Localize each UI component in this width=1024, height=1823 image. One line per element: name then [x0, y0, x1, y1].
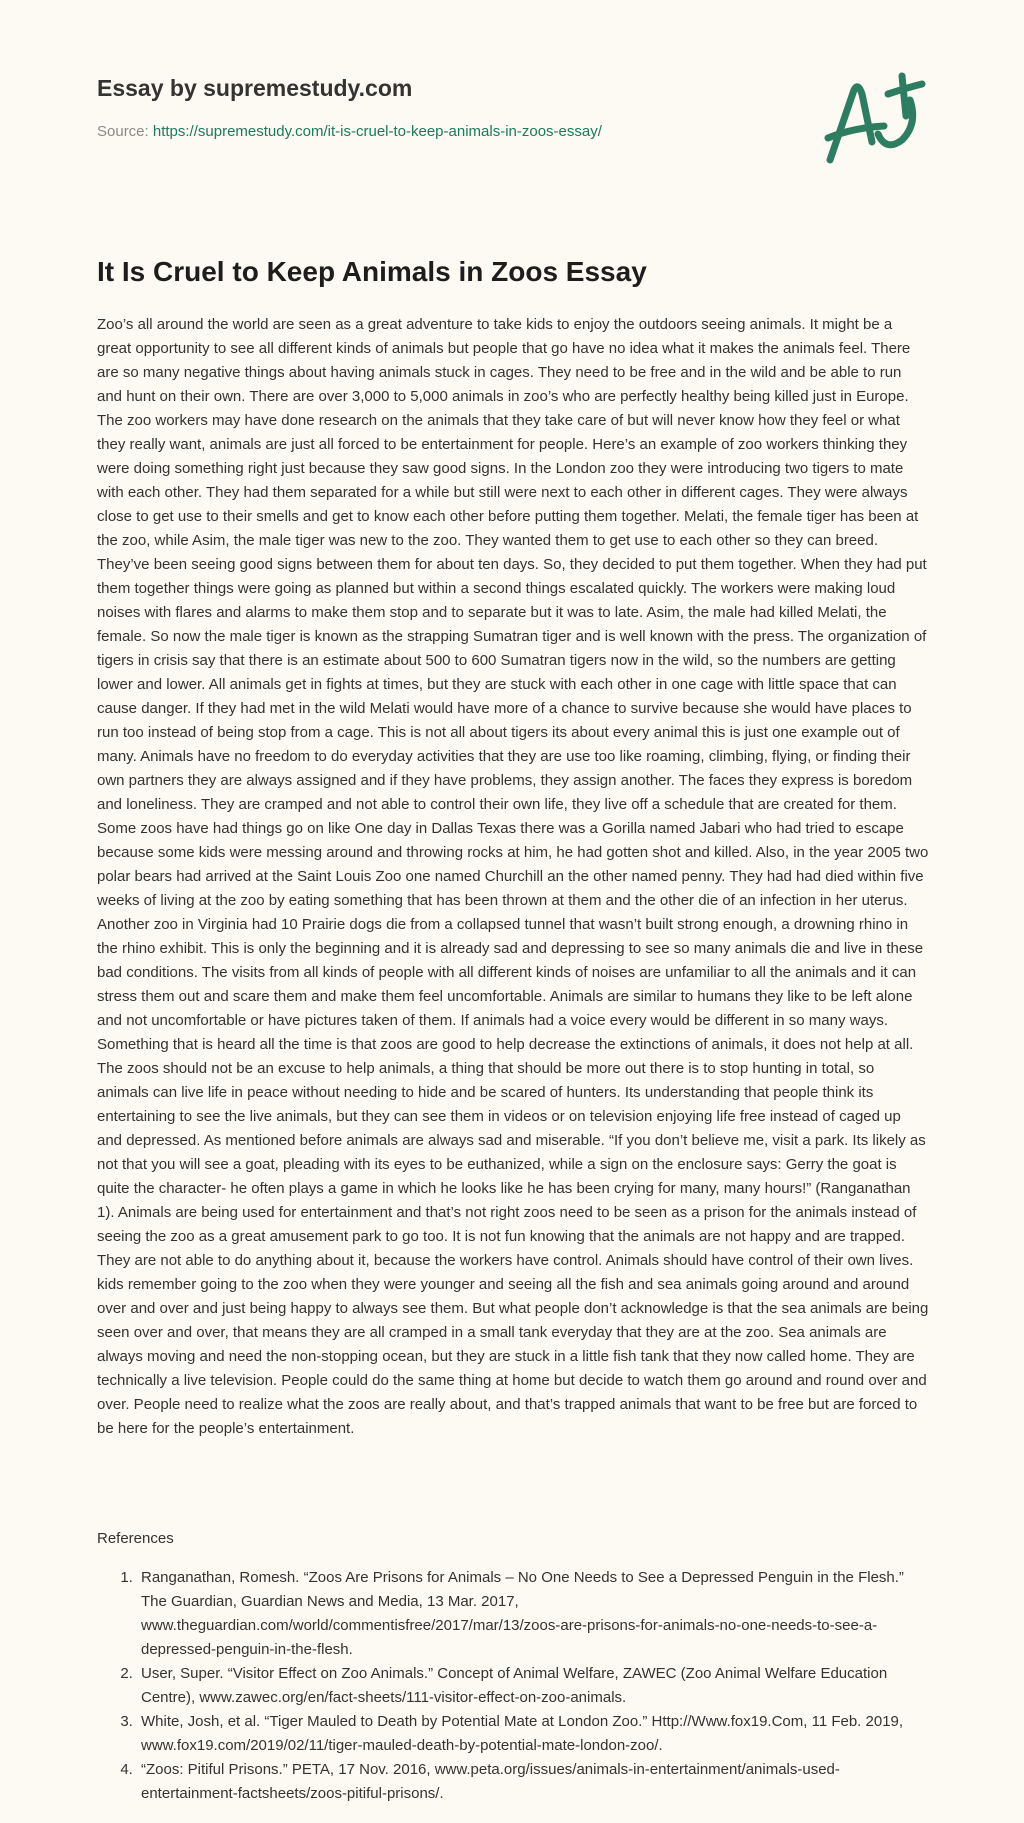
source-link[interactable]: https://supremestudy.com/it-is-cruel-to-keep-animals-in-zoos-essay/	[152, 123, 602, 140]
references-heading: References	[97, 1530, 174, 1547]
references-list	[97, 1566, 929, 1806]
reference-item: 2. User, Super. “Visitor Effect on Zoo Animals.” Concept of Animal Welfare, ZAWEC (Zoo Animal Welfare Education Centre), www.zawec.org/en/fact-sheets/111-visitor-effect-on-zoo-animals.	[137, 1662, 929, 1710]
source-label: Source:	[97, 123, 153, 140]
reference-item: 4. “Zoos: Pitiful Prisons.” PETA, 17 Nov. 2016, www.peta.org/issues/animals-in-entertainment/animals-used-entertainment-factsheets/zoos-pitiful-prisons/.	[137, 1758, 929, 1806]
reference-item: 3. White, Josh, et al. “Tiger Mauled to Death by Potential Mate at London Zoo.” Http://Www.fox19.Com, 11 Feb. 2019, www.fox19.com/2019/02/11/tiger-mauled-death-by-potential-mate-london-zoo/.	[137, 1710, 929, 1758]
reference-item: 1. Ranganathan, Romesh. “Zoos Are Prisons for Animals – No One Needs to See a Depressed Penguin in the Flesh.” The Guardian, Guardian News and Media, 13 Mar. 2017, www.theguardian.com/world/commentisfree/2017/mar/13/zoos-are-prisons-for-animals-no-one-needs-to-see-a-depressed-penguin-in-the-flesh.	[137, 1566, 929, 1662]
essay-body: Zoo’s all around the world are seen as a great adventure to take kids to enjoy the outdoors seeing animals. It might be a great opportunity to see all different kinds of animals but people that go have no idea what it makes the animals feel. There are so many negative things about having animals stuck in cages. They need to be free and in the wild and be able to run and hunt on their own. There are over 3,000 to 5,000 animals in zoo’s who are perfectly healthy being killed just in Europe. The zoo workers may have done research on the animals that they take care of but will never know how they feel or what they really want, animals are just all forced to be entertainment for people. Here’s an example of zoo workers thinking they were doing something right just because they saw good signs. In the London zoo they were introducing two tigers to mate with each other. They had them separated for a while but still were next to each other in different cages. They were always close to get use to their smells and get to know each other before putting them together. Melati, the female tiger has been at the zoo, while Asim, the male tiger was new to the zoo. They wanted them to get use to each other so they can breed. They’ve been seeing good signs between them for about ten days. So, they decided to put them together. When they had put them together things were going as planned but within a second things escalated quickly. The workers were making loud noises with flares and alarms to make them stop and to separate but it was to late. Asim, the male had killed Melati, the female. So now the male tiger is known as the strapping Sumatran tiger and is well known with the press. The organization of tigers in crisis say that there is an estimate about 500 to 600 Sumatran tigers now in the wild, so the numbers are getting lower and lower. All animals get in fights at times, but they are stuck with each other in one cage with little space that can cause danger. If they had met in the wild Melati would have more of a chance to survive because she would have places to run too instead of being stop from a cage. This is not all about tigers its about every animal this is just one example out of many. Animals have no freedom to do everyday activities that they are use too like roaming, climbing, flying, or finding their own partners they are always assigned and if they have problems, they assign another. The faces they express is boredom and loneliness. They are cramped and not able to control their own life, they live off a schedule that are created for them. Some zoos have had things go on like One day in Dallas Texas there was a Gorilla named Jabari who had tried to escape because some kids were messing around and throwing rocks at him, he had gotten shot and killed. Also, in the year 2005 two polar bears had arrived at the Saint Louis Zoo one named Churchill an the other named penny. They had had died within five weeks of living at the zoo by eating something that has been thrown at them and the other die of an infection in her uterus. Another zoo in Virginia had 10 Prairie dogs die from a collapsed tunnel that wasn’t built strong enough, a drowning rhino in the rhino exhibit. This is only the beginning and it is already sad and depressing to see so many animals die and live in these bad conditions. The visits from all kinds of people with all different kinds of noises are unfamiliar to all the animals and it can stress them out and scare them and make them feel uncomfortable. Animals are similar to humans they like to be left alone and not uncomfortable or have pictures taken of them. If animals had a voice every would be different in so many ways. Something that is heard all the time is that zoos are good to help decrease the extinctions of animals, it does not help at all. The zoos should not be an excuse to help animals, a thing that should be more out there is to stop hunting in total, so animals can live life in peace without needing to hide and be scared of hunters. Its understanding that people think its entertaining to see the live animals, but they can see them in videos or on television enjoying life free instead of caged up and depressed. As mentioned before animals are always sad and miserable. “If you don’t believe me, visit a park. Its likely as not that you will see a goat, pleading with its eyes to be euthanized, while a sign on the enclosure says: Gerry the goat is quite the character- he often plays a game in which he looks like he has been crying for many, many hours!” (Ranganathan 1). Animals are being used for entertainment and that’s not right zoos need to be seen as a prison for the animals instead of seeing the zoo as a great amusement park to go too. It is not fun knowing that the animals are not happy and are trapped. They are not able to do anything about it, because the workers have control. Animals should have control of their own lives. kids remember going to the zoo when they were younger and seeing all the fish and sea animals going around and around over and over and just being happy to always see them. But what people don’t acknowledge is that the sea animals are being seen over and over, that means they are all cramped in a small tank everyday that they are at the zoo. Sea animals are always moving and need the non-stopping ocean, but they are stuck in a little fish tank that they now called home. They are technically a live television. People could do the same thing at home but decide to watch them go around and round over and over. People need to realize what the zoos are really about, and that’s trapped animals that want to be free but are forced to be here for the people’s entertainment.	[97, 316, 929, 1437]
a-plus-logo-icon	[822, 38, 942, 168]
essay-title: It Is Cruel to Keep Animals in Zoos Essay	[97, 256, 647, 287]
site-title: Essay by supremestudy.com	[97, 75, 413, 101]
source-line	[97, 122, 797, 142]
page-header	[97, 74, 797, 142]
